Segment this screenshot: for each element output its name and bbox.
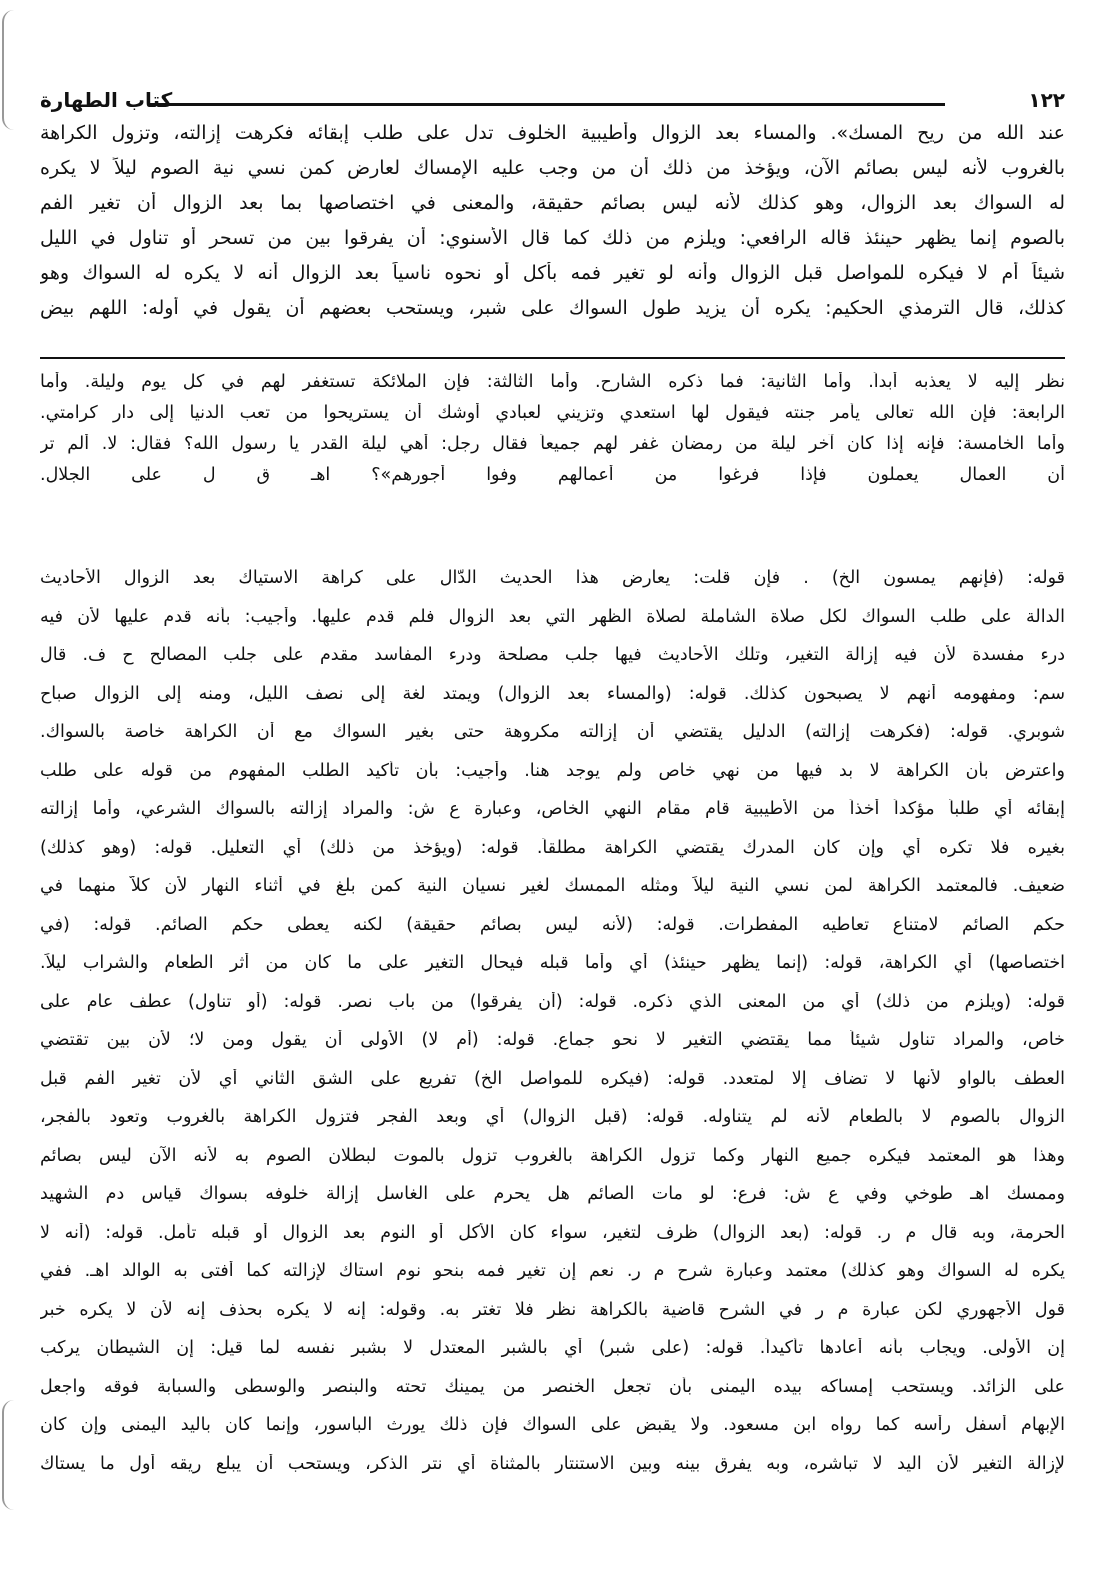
main-text-line: له السواك بعد الزوال، وهو كذلك لأنه ليس بصائم حقيقة، والمعنى في اختصاصها بما بعد الزوال أن تغير الفم [40, 192, 1065, 214]
main-text-line: كذلك، قال الترمذي الحكيم: يكره أن يزيد طول السواك على شبر، ويستحب بعضهم أن يقول في أوله: اللهم بيض [40, 297, 1065, 319]
commentary-line: الإبهام أسفل رأسه كما رواه ابن مسعود. ولا يقبض على السواك فإن ذلك يورث الباسور، وإنما كان باليد اليمنى وإن كان [40, 1415, 1065, 1435]
binding-mark-bottom [2, 1400, 34, 1510]
running-title: كتاب الطهارة [40, 88, 173, 112]
footnote-line: وأما الخامسة: فإنه إذا كان آخر ليلة من رمضان غفر لهم جميعاً فقال رجل: أهي ليلة القدر يا رسول الله؟ فقال: لا. ألم تر [40, 434, 1065, 454]
main-text-line: بالصوم إنما يظهر حينئذ قاله الرافعي: ويلزم من ذلك كما قال الأسنوي: أن يفرقوا بين من تسحر أو تناول في الليل [40, 227, 1065, 249]
main-text-line: عند الله من ريح المسك». والمساء بعد الزوال وأطيبية الخلوف تدل على طلب إبقائه فكرهت إزالته، وتزول الكراهة [40, 122, 1065, 144]
commentary-line: لإزالة التغير لأن اليد لا تباشره، وبه يفرق بينه وبين الاستنتار بالمثناة أي نتر الذكر، ويستحب أن يبلع ريقه أول ما يستاك [40, 1453, 1065, 1474]
page-number: ١٢٢ [1028, 88, 1065, 112]
footnote-separator [40, 357, 1065, 359]
commentary-line: العطف بالواو لأنها لا تضاف إلا لمتعدد. قوله: (فيكره للمواصل الخ) تفريع على الشق الثاني أي لأن تغير الفم قبل [40, 1068, 1065, 1089]
commentary-line: قوله: (فإنهم يمسون الخ) . فإن قلت: يعارض هذا الحديث الدّال على كراهة الاستياك بعد الزوال الأحاديث [40, 568, 1065, 588]
commentary-line: إن الأولى. ويجاب بأنه أعادها تأكيداً. قوله: (على شبر) أي بالشبر المعتدل لا بشبر نفسه لما قيل: إن الشيطان يركب [40, 1338, 1065, 1358]
commentary-line: اختصاصها) أي الكراهة، قوله: (إنما يظهر حينئذ) أي وأما قبله فيحال التغير على ما كان من أثر الطعام والشراب ليلاً. [40, 953, 1065, 973]
commentary-line: الحرمة، وبه قال م ر. قوله: (بعد الزوال) ظرف لتغير، سواء كان الأكل أو النوم بعد الزوال أو قبله تأمل. قوله: (أنه لا [40, 1222, 1065, 1243]
binding-mark-top [2, 10, 34, 130]
commentary-line: سم: ومفهومه أنهم لا يصبحون كذلك. قوله: (والمساء بعد الزوال) ويمتد لغة إلى نصف الليل، ومنه إلى الزوال صباح [40, 683, 1065, 704]
footnote-line: أن العمال يعملون فإذا فرغوا من أعمالهم وفوا أجورهم»؟ اهـ ق ل على الجلال. [40, 465, 1065, 485]
commentary-line: شوبري. قوله: (فكرهت إزالته) الدليل يقتضي أن إزالته مكروهة حتى بغير السواك مع أن الكراهة خاصة بالسواك. [40, 722, 1065, 742]
commentary-line: ضعيف. فالمعتمد الكراهة لمن نسي النية ليلاً ومثله الممسك لغير نسيان النية كمن بلغ في أثناء النهار لأن كلاًّ منهما في [40, 876, 1065, 896]
commentary-line: الزوال بالصوم لا بالطعام لأنه لم يتناوله. قوله: (قبل الزوال) أي وبعد الفجر فتزول الكراهة بالغروب وتعود بالفجر، [40, 1107, 1065, 1127]
footnote-line: نظر إليه لا يعذبه أبداً. وأما الثانية: فما ذكره الشارح. وأما الثالثة: فإن الملائكة تستغفر لهم في كل يوم وليلة. وأما [40, 372, 1065, 392]
commentary-line: وممسك اهـ طوخي وفي ع ش: فرع: لو مات الصائم هل يحرم على الغاسل إزالة خلوفه بسواك قياس دم الشهيد [40, 1184, 1065, 1204]
commentary-line: إبقائه أي طلباً مؤكداً أخذاً من الأطيبية قام مقام النهي الخاص، وعبارة ع ش: والمراد إزالته بالسواك الشرعي، وأما إزالته [40, 799, 1065, 819]
commentary-line: بغيره فلا تكره أي وإن كان المدرك يقتضي الكراهة مطلقاً. قوله: (ويؤخذ من ذلك) أي التعليل. قوله: (وهو كذلك) [40, 837, 1065, 858]
main-text-line: بالغروب لأنه ليس بصائم الآن، ويؤخذ من ذلك أن من وجب عليه الإمساك لعارض كمن نسي نية الصوم ليلاً لا يكره [40, 157, 1065, 179]
commentary-line: قوله: (ويلزم من ذلك) أي من المعنى الذي ذكره. قوله: (أن يفرقوا) من باب نصر. قوله: (أو تناول) عطف عام على [40, 991, 1065, 1012]
commentary-line: يكره له السواك وهو كذلك) معتمد وعبارة شرح م ر. نعم إن تغير فمه بنحو نوم استاك لإزالته كما أفتى به الوالد اهـ. ففي [40, 1261, 1065, 1281]
commentary-line: الدالة على طلب السواك لكل صلاة الشاملة لصلاة الظهر التي بعد الزوال فلم قدم عليها. وأجيب: بأنه قدم عليها لأن فيه [40, 606, 1065, 627]
commentary-line: قول الأجهوري لكن عبارة م ر في الشرح قاضية بالكراهة نظر فلا تغتر به. وقوله: إنه لا يكره بحذف إنه لأن لا يكره خبر [40, 1299, 1065, 1320]
header-rule [150, 103, 945, 106]
commentary-line: على الزائد. ويستحب إمساكه بيده اليمنى بأن تجعل الخنصر من يمينك تحته والبنصر والوسطى والسبابة فوقه واجعل [40, 1376, 1065, 1397]
main-text-line: شيئاً أم لا فيكره للمواصل قبل الزوال وأنه لو تغير فمه بأكل أو نحوه ناسياً بعد الزوال أنه لا يكره له السواك وهو [40, 262, 1065, 284]
commentary-line: وهذا هو المعتمد فيكره جميع النهار وكما تزول الكراهة بالغروب تزول بالموت لبطلان الصوم به لأنه الآن ليس بصائم [40, 1145, 1065, 1166]
commentary-line: واعترض بأن الكراهة لا بد فيها من نهي خاص ولم يوجد هنا. وأجيب: بأن تأكيد الطلب المفهوم من قوله على طلب [40, 760, 1065, 781]
footnote-line: الرابعة: فإن الله تعالى يأمر جنته فيقول لها استعدي وتزيني لعبادي أوشك أن يستريحوا من تعب الدنيا إلى دار كرامتي. [40, 403, 1065, 423]
commentary-line: خاص، والمراد تناول شيئاً مما يقتضي التغير لا نحو جماع. قوله: (أم لا) الأولى أن يقول ومن لا؛ لأن بين تقتضي [40, 1030, 1065, 1050]
commentary-line: حكم الصائم لامتناع تعاطيه المفطرات. قوله: (لأنه ليس بصائم حقيقة) لكنه يعطى حكم الصائم. قوله: (في [40, 914, 1065, 935]
commentary-line: درء مفسدة لأن فيه إزالة التغير، وتلك الأحاديث فيها جلب مصلحة ودرء المفاسد مقدم على جلب المصالح ح ف. قال [40, 645, 1065, 665]
